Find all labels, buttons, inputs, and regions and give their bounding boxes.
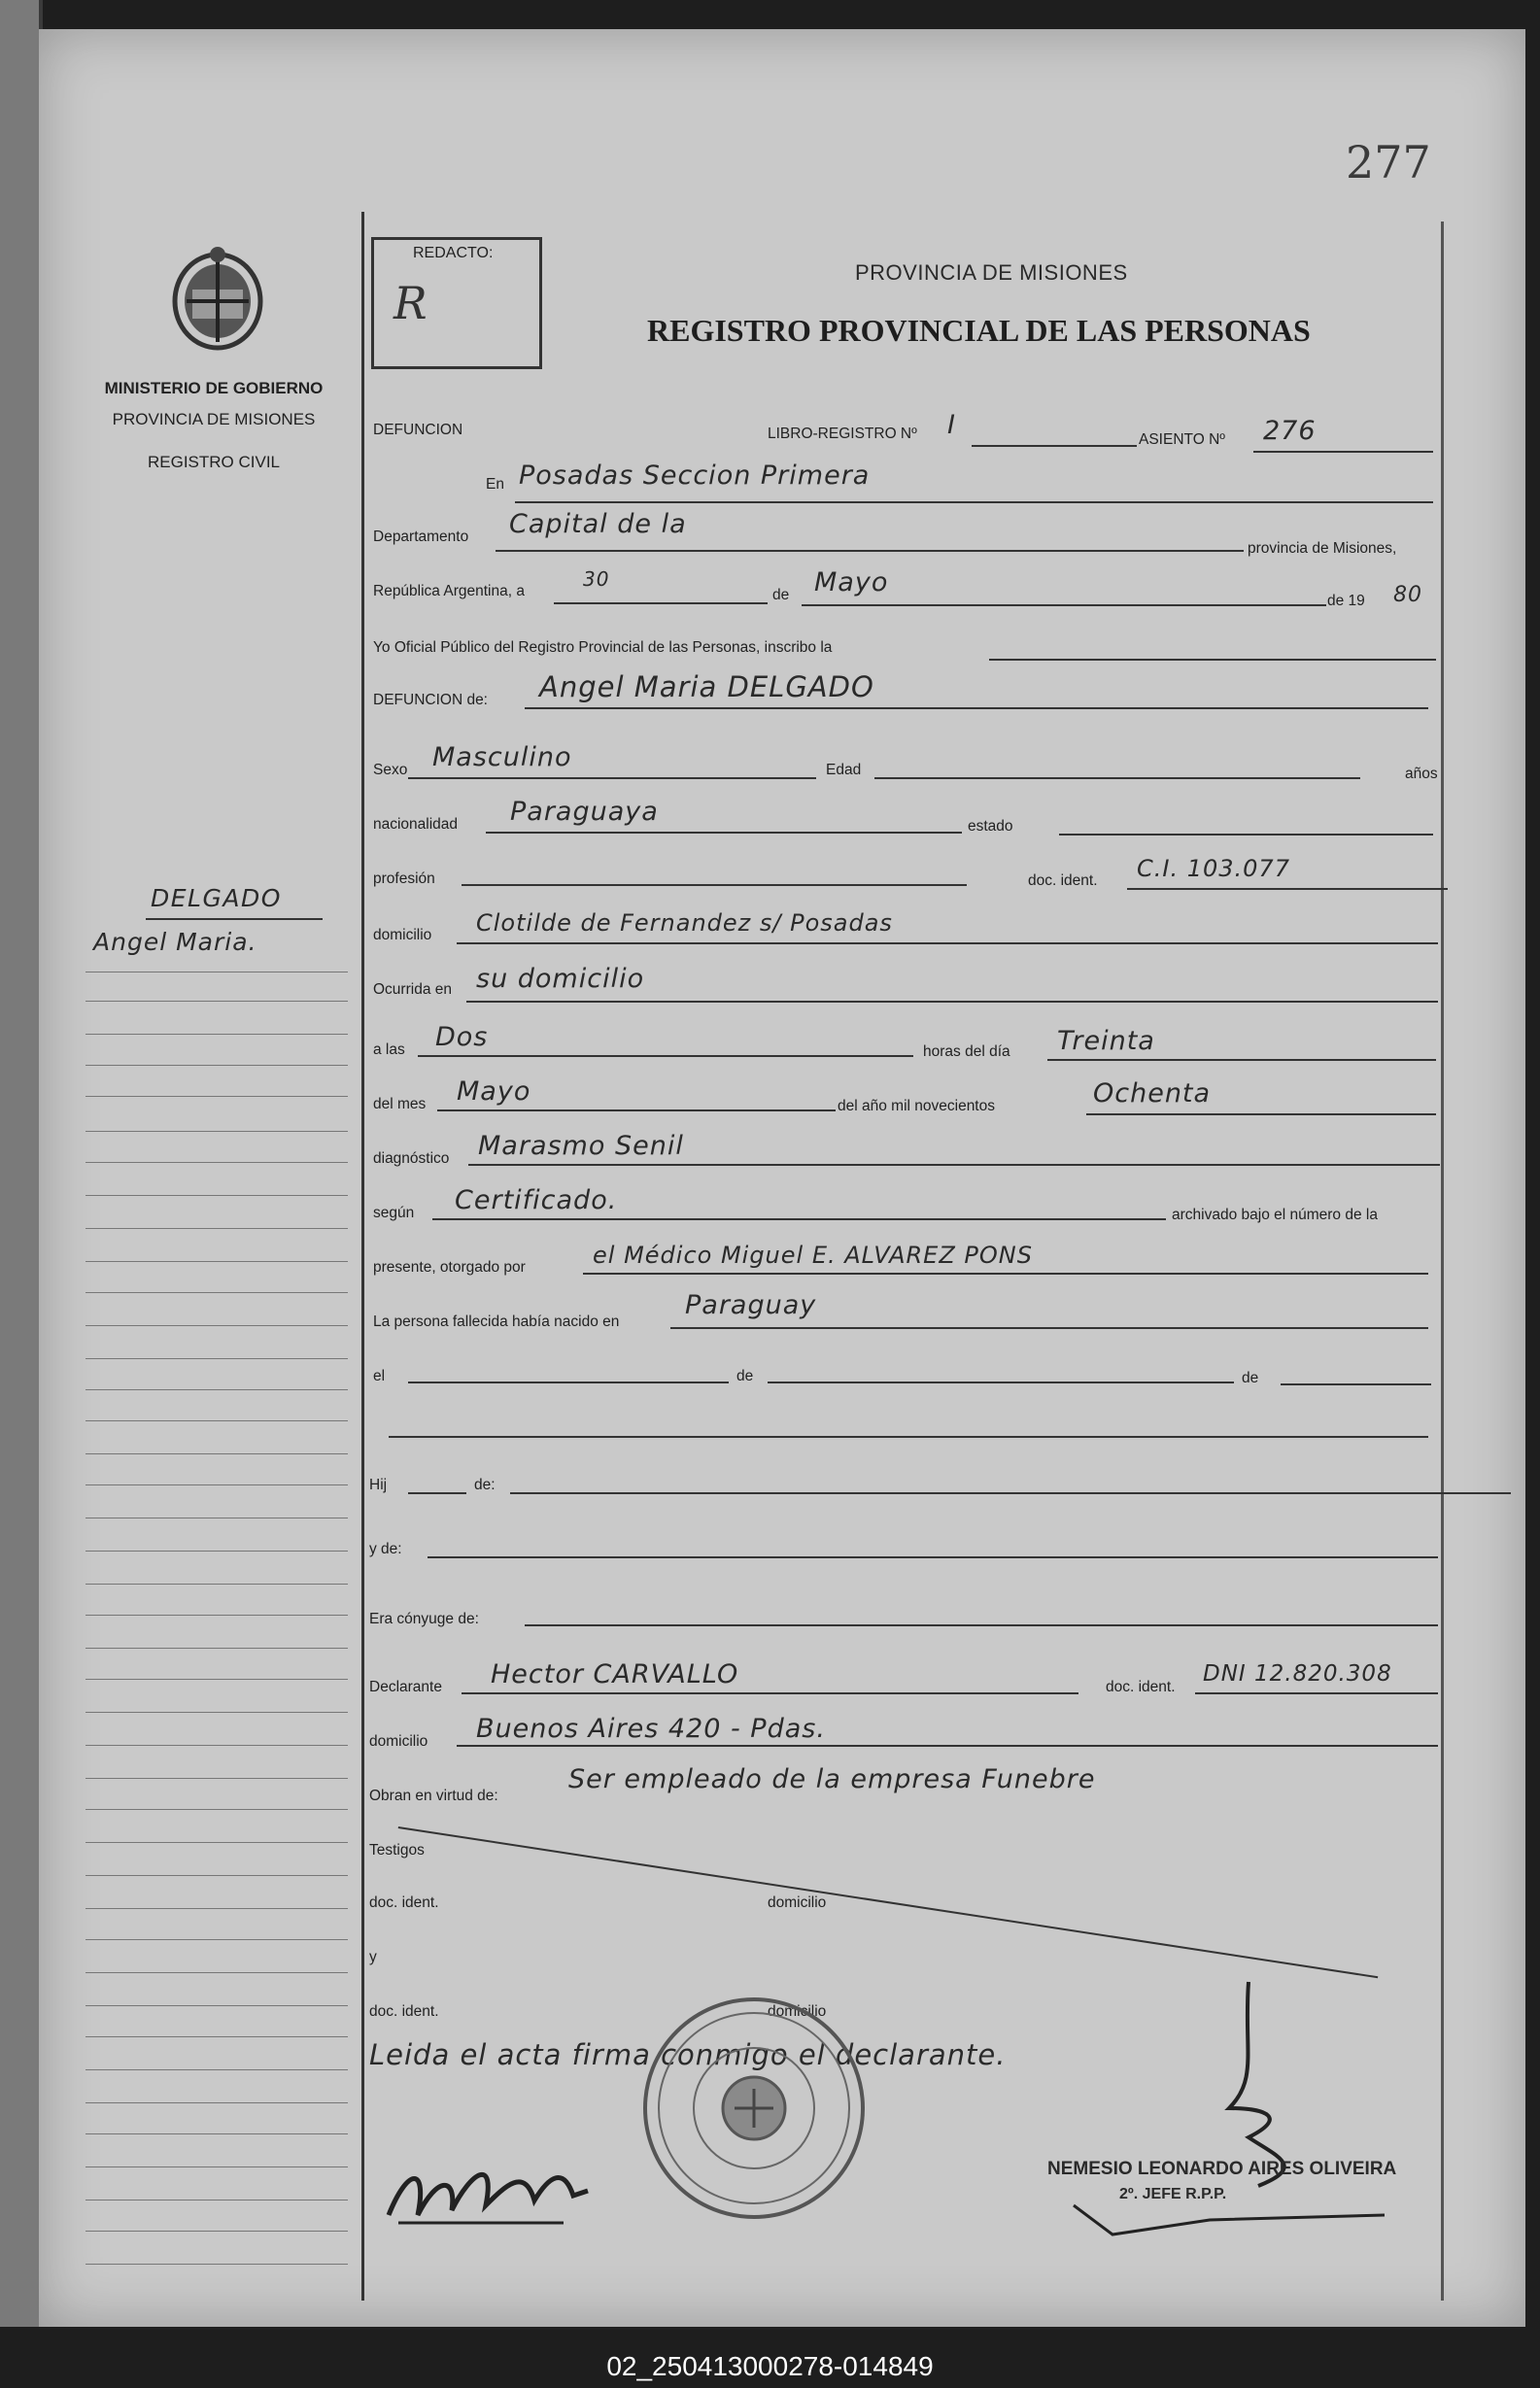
presente-label: presente, otorgado por [373,1259,526,1276]
dia-value: Treinta [1057,1026,1155,1056]
margin-given-name: Angel Maria. [93,928,257,956]
sexo-label: Sexo [373,762,408,778]
margin-surname: DELGADO [151,884,282,912]
month-line [802,604,1326,606]
conyuge-line [525,1624,1438,1626]
testigo-doc1-label: doc. ident. [369,1894,439,1911]
testigo-dom1-label: domicilio [768,1894,827,1911]
declarante-label: Declarante [369,1679,442,1695]
domicilio-line [457,942,1438,944]
libro-value: I [947,410,956,440]
ocurrida-label: Ocurrida en [373,981,452,998]
mes-value: Mayo [457,1076,531,1107]
testigos-label: Testigos [369,1842,425,1859]
ocurrida-value: su domicilio [476,964,645,994]
closing-statement: Leida el acta firma conmigo el declarante. [369,2038,1007,2071]
edad-label: Edad [826,762,862,778]
presente-line [583,1273,1428,1275]
declarante-domicilio-value: Buenos Aires 420 - Pdas. [476,1714,826,1744]
anio-label: del año mil novecientos [838,1098,995,1114]
asiento-label: ASIENTO Nº [1139,431,1225,448]
defuncion-de-label: DEFUNCION de: [373,692,488,708]
asiento-value: 276 [1263,416,1317,446]
hij-label: Hij [369,1477,388,1493]
de2-label: de [736,1368,754,1384]
nacido-line [670,1327,1428,1329]
declarante-domicilio-line [457,1745,1438,1747]
blank-line [389,1436,1428,1438]
mes-line [437,1109,836,1111]
declarante-doc-label: doc. ident. [1106,1679,1176,1695]
de3-label: de [1242,1370,1259,1386]
nacido-value: Paraguay [685,1290,817,1320]
year-value: 80 [1393,583,1422,607]
departamento-line [496,550,1244,552]
hora-line [418,1055,913,1057]
form-left-border [361,212,364,2301]
presente-value: el Médico Miguel E. ALVAREZ PONS [593,1242,1033,1269]
diagnostico-line [468,1164,1440,1166]
testigo-y-label: y [369,1949,377,1965]
day-value: 30 [583,567,610,591]
month-value: Mayo [814,567,889,597]
anio-line [1086,1113,1436,1115]
libro-label: LIBRO-REGISTRO Nº [768,426,917,442]
dia-line [1047,1059,1436,1061]
declarante-doc-value: DNI 12.820.308 [1203,1661,1392,1687]
asiento-line [1253,451,1433,453]
edad-line [874,777,1360,779]
republica-label: República Argentina, a [373,583,525,599]
anio-value: Ochenta [1093,1078,1212,1109]
oficial-text: Yo Oficial Público del Registro Provincial de las Personas, inscribo la [373,639,833,656]
official-signature-right [1064,1962,1394,2254]
doc-ident-line [1127,888,1448,890]
page-number: 277 [1346,136,1431,188]
left-page-edge [0,0,43,2327]
horas-label: horas del día [923,1043,1010,1060]
anos-label: años [1405,766,1438,782]
ministry-label: MINISTERIO DE GOBIERNO [104,379,324,397]
conyuge-label: Era cónyuge de: [369,1611,479,1627]
segun-line [432,1218,1166,1220]
archivado-label: archivado bajo el número de la [1172,1207,1378,1223]
redacto-value: R [394,277,428,329]
province-crest-icon [163,241,272,356]
libro-line [972,445,1137,447]
doc-ident-value: C.I. 103.077 [1137,855,1290,882]
segun-value: Certificado. [455,1185,618,1215]
profesion-line [462,884,967,886]
domicilio-label: domicilio [373,927,432,943]
deceased-line [525,707,1428,709]
registry-seal-icon [637,1992,871,2225]
a-las-label: a las [373,1041,405,1058]
departamento-label: Departamento [373,529,469,545]
sexo-value: Masculino [432,742,572,772]
hij-de-line [510,1492,1511,1494]
form-right-border [1441,222,1444,2301]
official-signature-left [379,2147,602,2234]
footer-image-id: 02_250413000278-014849 [606,2351,934,2381]
en-label: En [486,476,504,493]
record-type-label: DEFUNCION [373,422,463,438]
y-de-line [428,1556,1438,1558]
sexo-line [408,777,816,779]
hij-de-label: de: [474,1477,496,1493]
segun-label: según [373,1205,415,1221]
declarante-doc-line [1195,1692,1438,1694]
redacto-label: REDACTO: [413,245,494,261]
declarante-value: Hector CARVALLO [491,1659,739,1689]
nacido-label: La persona fallecida había nacido en [373,1313,620,1330]
obran-value: Ser empleado de la empresa Funebre [568,1764,1096,1794]
el-label: el [373,1368,386,1384]
hora-value: Dos [435,1022,489,1052]
el-line [408,1382,729,1383]
province-title: PROVINCIA DE MISIONES [855,260,1128,285]
office-label: REGISTRO CIVIL [147,453,281,471]
estado-line [1059,834,1433,836]
ocurrida-line [466,1001,1438,1003]
y-de-label: y de: [369,1541,402,1557]
deceased-name-value: Angel Maria DELGADO [539,670,874,703]
mes-label: del mes [373,1096,427,1112]
domicilio-value: Clotilde de Fernandez s/ Posadas [476,909,893,937]
testigo-dom2-label: domicilio [768,2003,827,2020]
de2-line [768,1382,1234,1383]
nacionalidad-label: nacionalidad [373,816,459,833]
diagnostico-value: Marasmo Senil [478,1131,684,1161]
departamento-value: Capital de la [509,509,687,539]
declarante-domicilio-label: domicilio [369,1733,428,1750]
doc-ident-label: doc. ident. [1028,872,1098,889]
de-label: de [772,587,790,603]
estado-label: estado [968,818,1013,835]
provincia-suffix: provincia de Misiones, [1248,540,1397,557]
de3-line [1281,1383,1431,1385]
province-label: PROVINCIA DE MISIONES [112,410,316,428]
oficial-line [989,659,1436,661]
diagnostico-label: diagnóstico [373,1150,450,1167]
en-value: Posadas Seccion Primera [519,461,871,491]
officer-name: NEMESIO LEONARDO AIRES OLIVEIRA [1047,2159,1397,2179]
nacionalidad-value: Paraguaya [510,797,659,827]
nacionalidad-line [486,832,962,834]
profesion-label: profesión [373,870,435,887]
obran-label: Obran en virtud de: [369,1788,498,1804]
registry-title: REGISTRO PROVINCIAL DE LAS PERSONAS [647,313,1311,348]
declarante-line [462,1692,1078,1694]
hij-line [408,1492,466,1494]
testigo-doc2-label: doc. ident. [369,2003,439,2020]
margin-underline [146,918,323,920]
day-line [554,602,768,604]
year-label: de 19 [1327,593,1365,609]
officer-title: 2º. JEFE R.P.P. [1119,2186,1227,2202]
en-line [515,501,1433,503]
